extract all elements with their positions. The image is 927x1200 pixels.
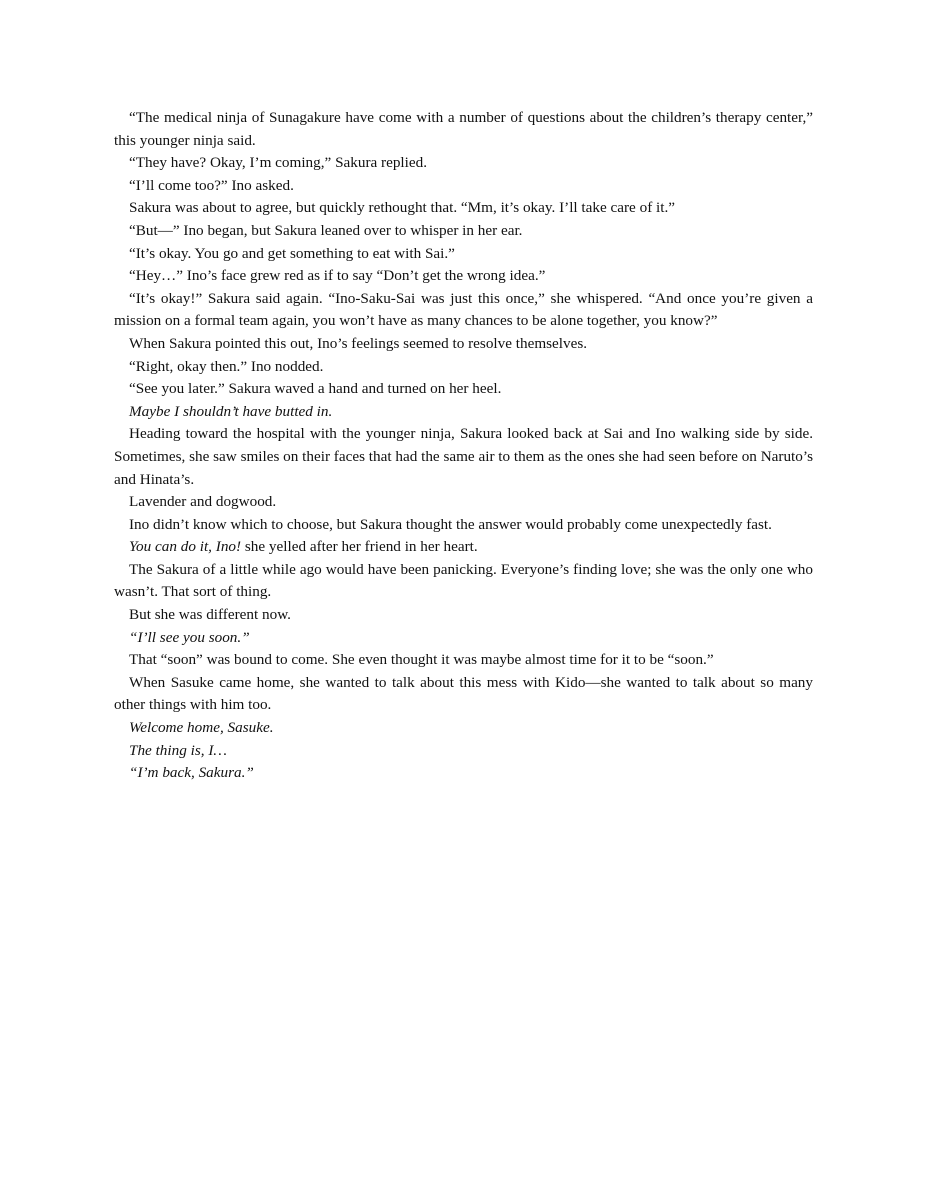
- italic-text: Maybe I shouldn’t have butted in.: [129, 402, 333, 420]
- paragraph: [114, 672, 813, 717]
- paragraph: [114, 536, 813, 559]
- body-text: Heading toward the hospital with the younger ninja, Sakura looked back at Sai and Ino walking side by side. Sometimes, she saw smiles on their faces that had the same air to them as the ones she had seen before on Naruto’s and Hinata’s.: [114, 425, 813, 488]
- paragraph: [114, 491, 813, 514]
- body-text: Ino didn’t know which to choose, but Sakura thought the answer would probably come unexpectedly fast.: [129, 515, 772, 533]
- paragraph: [114, 243, 813, 266]
- paragraph: [114, 378, 813, 401]
- paragraph: [114, 220, 813, 243]
- paragraph: [114, 514, 813, 537]
- paragraph: [114, 740, 813, 763]
- body-text: “But—” Ino began, but Sakura leaned over to whisper in her ear.: [129, 221, 523, 239]
- italic-text: “I’ll see you soon.”: [129, 628, 250, 646]
- body-text: When Sasuke came home, she wanted to talk about this mess with Kido—she wanted to talk about so many other things with him too.: [114, 673, 813, 714]
- paragraph: [114, 265, 813, 288]
- body-text: The Sakura of a little while ago would have been panicking. Everyone’s finding love; she was the only one who wasn’t. That sort of thing.: [114, 560, 813, 601]
- italic-text: Welcome home, Sasuke.: [129, 719, 274, 737]
- paragraph: [114, 762, 813, 785]
- italic-text: The thing is, I…: [129, 741, 227, 759]
- body-text: But she was different now.: [129, 606, 291, 624]
- paragraph: [114, 333, 813, 356]
- body-text: Lavender and dogwood.: [129, 493, 277, 511]
- body-text: “Right, okay then.” Ino nodded.: [129, 357, 324, 375]
- paragraph: [114, 197, 813, 220]
- paragraph: [114, 423, 813, 491]
- body-text: Sakura was about to agree, but quickly rethought that. “Mm, it’s okay. I’ll take care of it.”: [129, 199, 676, 217]
- paragraph: [114, 356, 813, 379]
- paragraph: [114, 152, 813, 175]
- body-text: “Hey…” Ino’s face grew red as if to say “Don’t get the wrong idea.”: [129, 267, 546, 285]
- paragraph: [114, 175, 813, 198]
- body-text: That “soon” was bound to come. She even thought it was maybe almost time for it to be “soon.”: [129, 651, 714, 669]
- paragraph: [114, 107, 813, 152]
- paragraph: [114, 627, 813, 650]
- body-text: “See you later.” Sakura waved a hand and turned on her heel.: [129, 380, 502, 398]
- paragraph: [114, 559, 813, 604]
- paragraph: [114, 649, 813, 672]
- body-text: she yelled after her friend in her heart.: [241, 538, 478, 556]
- body-text: “It’s okay!” Sakura said again. “Ino-Saku-Sai was just this once,” she whispered. “And once you’re given a mission on a formal team again, you won’t have as many chances to be alone together, you know?”: [114, 289, 813, 330]
- body-text: “I’ll come too?” Ino asked.: [129, 176, 294, 194]
- paragraph: [114, 401, 813, 424]
- italic-text: “I’m back, Sakura.”: [129, 764, 254, 782]
- page-text: [114, 107, 813, 785]
- body-text: “It’s okay. You go and get something to eat with Sai.”: [129, 244, 455, 262]
- paragraph: [114, 717, 813, 740]
- paragraph: [114, 604, 813, 627]
- body-text: When Sakura pointed this out, Ino’s feelings seemed to resolve themselves.: [129, 334, 588, 352]
- body-text: “The medical ninja of Sunagakure have come with a number of questions about the children’s therapy center,” this younger ninja said.: [114, 109, 813, 149]
- paragraph: [114, 288, 813, 333]
- italic-text: You can do it, Ino!: [129, 538, 242, 556]
- body-text: “They have? Okay, I’m coming,” Sakura replied.: [129, 154, 428, 172]
